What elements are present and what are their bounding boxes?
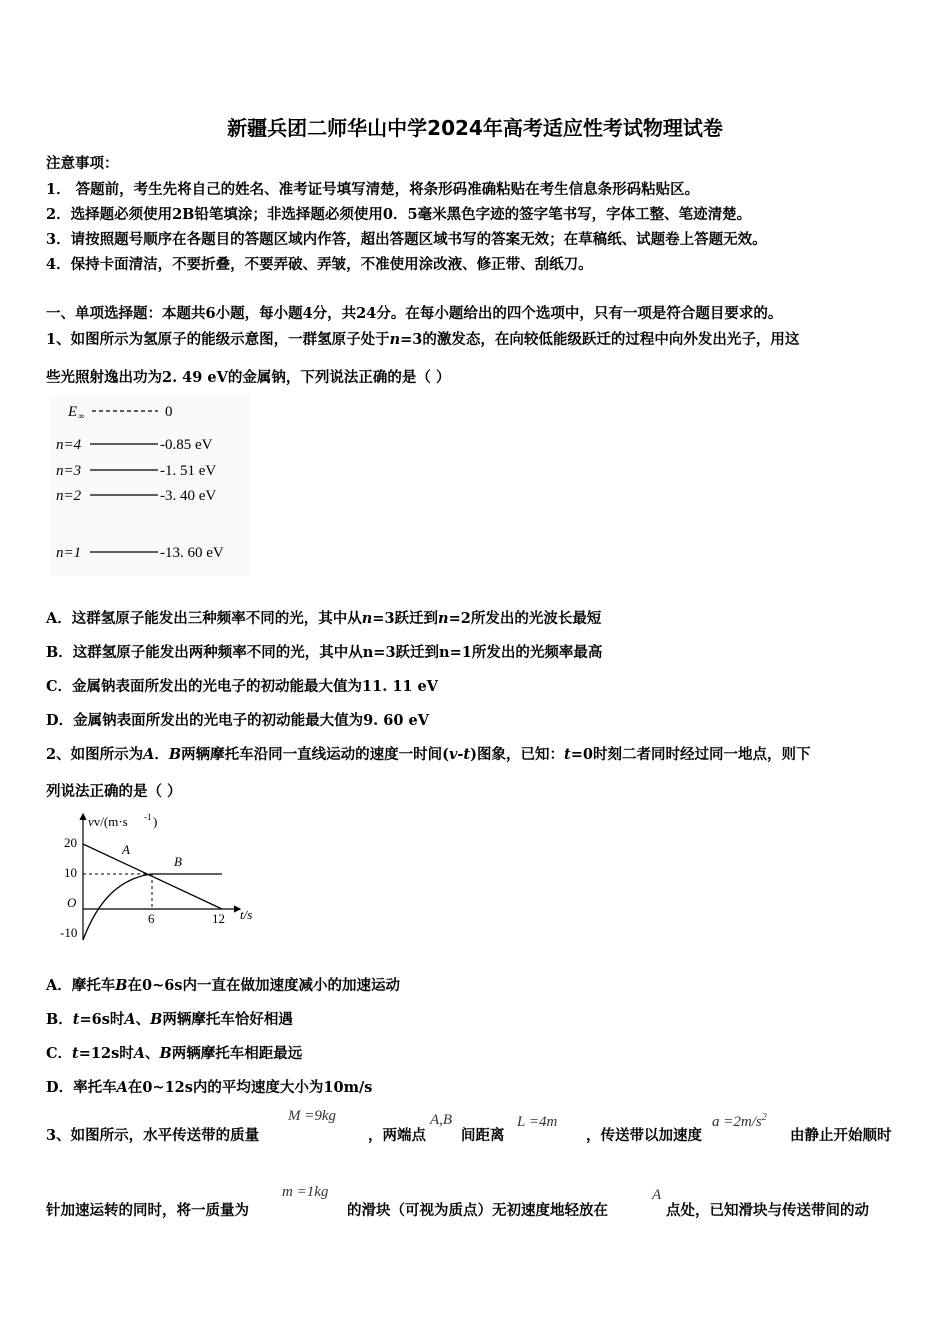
notice-item-2: 2．选择题必须使用2B铅笔填涂；非选择题必须使用0．5毫米黑色字迹的签字笔书写，字体工整、笔迹清楚。 bbox=[46, 206, 752, 223]
section-heading: 一、单项选择题：本题共6小题，每小题4分，共24分。在每小题给出的四个选项中，只有一项是符合题目要求的。 bbox=[46, 305, 783, 322]
q1-option-d: D．金属钠表面所发出的光电子的初动能最大值为9. 60 eV bbox=[46, 712, 429, 729]
x-tick-6: 6 bbox=[148, 911, 155, 926]
q3-math-block-mass: m =1kg bbox=[282, 1184, 329, 1200]
q3-math-points: A,B bbox=[430, 1112, 453, 1128]
level-n2-label: n=2 bbox=[56, 488, 82, 504]
q2-stem-line2: 列说法正确的是（ ） bbox=[46, 783, 182, 800]
level-n3-label: n=3 bbox=[56, 463, 82, 479]
q2-option-a: A．摩托车B在0~6s内一直在做加速度减小的加速运动 bbox=[46, 977, 401, 994]
level-n3-energy: -1. 51 eV bbox=[160, 463, 217, 479]
q3-math-mass: M =9kg bbox=[288, 1108, 337, 1124]
q3-math-point-a: A bbox=[652, 1187, 662, 1203]
q3-stem-line2-b: 的滑块（可视为质点）无初速度地轻放在 bbox=[347, 1202, 608, 1219]
level-n4-energy: -0.85 eV bbox=[160, 437, 213, 453]
level-n1-label: n=1 bbox=[56, 545, 82, 561]
q3-stem-line1-b: ，两端点 bbox=[368, 1127, 426, 1144]
energy-level-diagram bbox=[50, 396, 250, 576]
vt-graph bbox=[50, 808, 270, 946]
q1-option-a: A．这群氢原子能发出三种频率不同的光，其中从n=3跃迁到n=2所发出的光波长最短 bbox=[46, 610, 602, 627]
origin-label: O bbox=[67, 895, 77, 910]
y-tick-10: 10 bbox=[64, 865, 77, 880]
q3-math-length: L =4m bbox=[517, 1114, 558, 1130]
q3-stem-line1-e: 由静止开始顺时 bbox=[790, 1127, 892, 1144]
y-tick-20: 20 bbox=[64, 835, 77, 850]
curve-a-label: A bbox=[122, 842, 130, 857]
q2-option-b: B．t=6s时A、B两辆摩托车恰好相遇 bbox=[46, 1011, 293, 1028]
x-axis-label: t/s bbox=[240, 907, 253, 922]
page-title: 新疆兵团二师华山中学2024年高考适应性考试物理试卷 bbox=[227, 116, 723, 140]
y-tick-minus10: -10 bbox=[60, 925, 78, 940]
y-axis-label-sup: -1 bbox=[144, 812, 152, 822]
notice-item-1: 1． 答题前，考生先将自己的姓名、准考证号填写清楚，将条形码准确粘贴在考生信息条形码粘贴区。 bbox=[46, 181, 700, 198]
notice-item-4: 4．保持卡面清洁，不要折叠，不要弄破、弄皱，不准使用涂改液、修正带、刮纸刀。 bbox=[46, 256, 593, 273]
notice-heading: 注意事项： bbox=[46, 155, 119, 172]
notice-item-3: 3．请按照题号顺序在各题目的答题区域内作答，超出答题区域书写的答案无效；在草稿纸、试题卷上答题无效。 bbox=[46, 231, 767, 248]
q2-option-d: D．率托车A在0~12s内的平均速度大小为10m/s bbox=[46, 1079, 373, 1096]
level-n1-energy: -13. 60 eV bbox=[160, 545, 224, 561]
curve-b-label: B bbox=[174, 854, 182, 869]
x-tick-12: 12 bbox=[212, 911, 225, 926]
em-value: 0 bbox=[165, 404, 173, 420]
y-axis-label-end: ) bbox=[153, 814, 158, 829]
q1-stem-line1: 1、如图所示为氢原子的能级示意图，一群氢原子处于n=3的激发态，在向较低能级跃迁的过程中向外发出光子，用这 bbox=[46, 331, 800, 348]
q3-stem-line1-c: 间距离 bbox=[461, 1127, 505, 1144]
y-axis-label: vv/(m·s bbox=[88, 814, 128, 829]
q1-option-c: C．金属钠表面所发出的光电子的初动能最大值为11. 11 eV bbox=[46, 678, 439, 695]
em-label: E bbox=[68, 404, 78, 420]
q3-stem-line2-a: 针加速运转的同时，将一质量为 bbox=[46, 1202, 249, 1219]
q3-stem-line1-a: 3、如图所示，水平传送带的质量 bbox=[46, 1127, 260, 1144]
q3-stem-line1-d: ，传送带以加速度 bbox=[586, 1127, 702, 1144]
q1-option-b: B．这群氢原子能发出两种频率不同的光，其中从n=3跃迁到n=1所发出的光频率最高 bbox=[46, 644, 603, 661]
q1-stem-line2: 些光照射逸出功为2. 49 eV的金属钠，下列说法正确的是（ ） bbox=[46, 369, 451, 386]
level-n4-label: n=4 bbox=[56, 437, 82, 453]
em-sub: ∞ bbox=[78, 411, 85, 421]
q2-stem-line1: 2、如图所示为A．B两辆摩托车沿同一直线运动的速度一时间(v-t)图象，已知：t=0时刻二者同时经过同一地点，则下 bbox=[46, 746, 811, 763]
q2-option-c: C．t=12s时A、B两辆摩托车相距最远 bbox=[46, 1045, 303, 1062]
q3-stem-line2-c: 点处，已知滑块与传送带间的动 bbox=[666, 1202, 869, 1219]
q3-math-accel: $a =2m/s^2$ bbox=[712, 1112, 767, 1130]
level-n2-energy: -3. 40 eV bbox=[160, 488, 217, 504]
